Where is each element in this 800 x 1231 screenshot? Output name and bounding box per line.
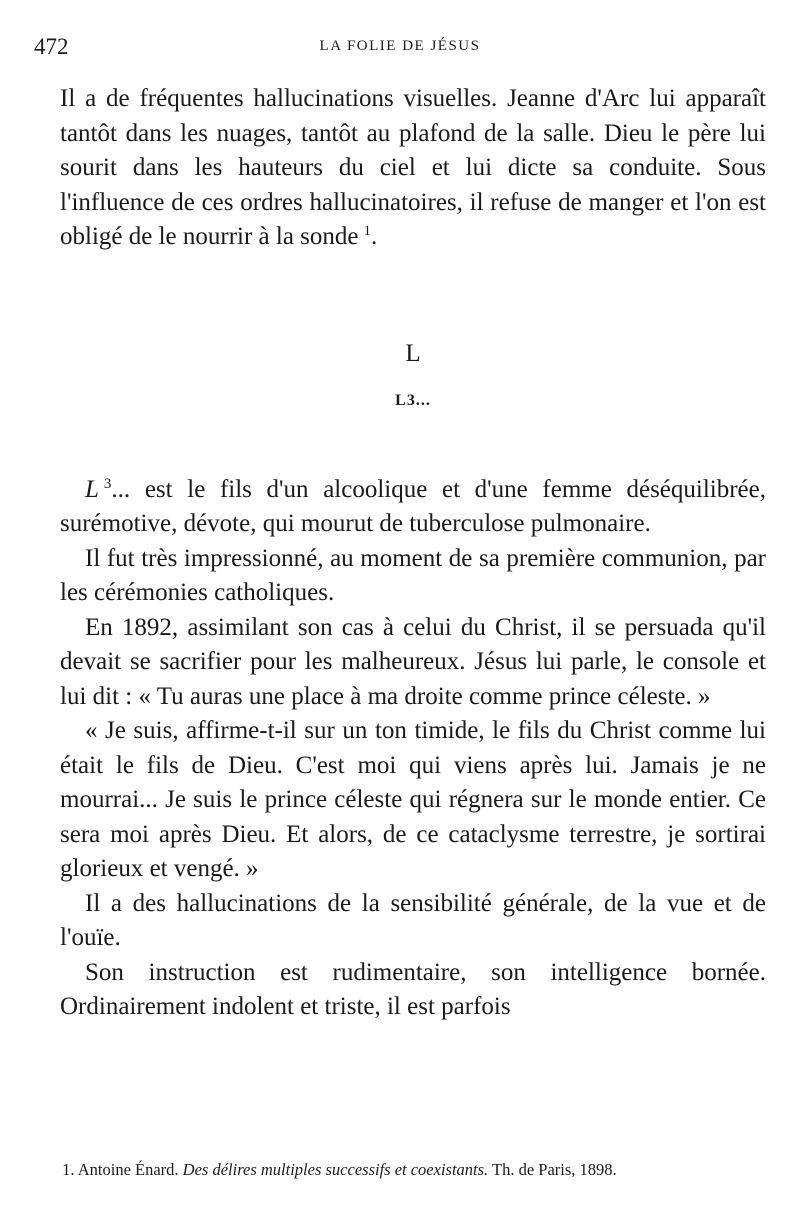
footnote-title: Des délires multiples successifs et coexistants. [182, 1160, 489, 1179]
paragraph-communion: Il fut très impressionné, au moment de sa première communion, par les cérémonies catholiques. [60, 544, 766, 606]
paragraph-instruction: Son instruction est rudimentaire, son intelligence bornée. Ordinairement indolent et triste, il est parfois [60, 958, 766, 1020]
paragraph-case-intro [60, 473, 766, 542]
paragraph-hallucinations-visual [60, 82, 766, 255]
footnote-marker: 1. [62, 1160, 75, 1179]
paragraph-1892: En 1892, assimilant son cas à celui du Christ, il se persuada qu'il devait se sacrifier pour les malheureux. Jésus lui parle, le console et lui dit : « Tu auras une place à ma droite comme prince céleste. » [60, 613, 766, 710]
paragraph-sensibility: Il a des hallucinations de la sensibilité générale, de la vue et de l'ouïe. [60, 889, 766, 951]
paragraph-text: ... est le fils d'un alcoolique et d'une femme déséquilibrée, surémotive, dévote, qui mourut de tuberculose pulmonaire. [60, 475, 766, 537]
footnote [44, 1160, 774, 1180]
running-title: LA FOLIE DE JÉSUS [319, 38, 481, 54]
paragraph-end: . [371, 223, 378, 250]
footnotes [44, 1160, 774, 1180]
page-header [34, 34, 766, 60]
section-numeral: L [405, 339, 421, 367]
paragraph-quote: « Je suis, affirme-t-il sur un ton timide, le fils du Christ comme lui était le fils de Dieu. C'est moi qui viens après lui. Jamais je ne mourrai... Je suis le prince céleste qui régnera sur le monde entier. Ce sera moi après Dieu. Et alors, de ce cataclysme terrestre, je sortirai glorieux et vengé. » [60, 717, 766, 882]
footnote-author: Antoine Énard. [77, 1160, 179, 1179]
paragraph-text: Il a de fréquentes hallucinations visuelles. Jeanne d'Arc lui apparaît tantôt dans les nuages, tantôt au plafond de la salle. Dieu le père lui sourit dans les hauteurs du ciel et lui dicte sa conduite. Sous l'influence de ces ordres hallucinatoires, il refuse de manger et l'on est obligé de le nourrir à la sonde [60, 85, 766, 250]
case-heading: L3... [395, 391, 431, 409]
spacer [60, 255, 766, 337]
patient-initial: L [85, 475, 99, 503]
footnote-rest: Th. de Paris, 1898. [492, 1160, 617, 1179]
spacer [60, 411, 766, 473]
page-body [60, 82, 766, 1025]
patient-superscript: 3 [103, 475, 112, 492]
page-number: 472 [34, 34, 69, 59]
footnote-reference: 1 [363, 223, 372, 239]
